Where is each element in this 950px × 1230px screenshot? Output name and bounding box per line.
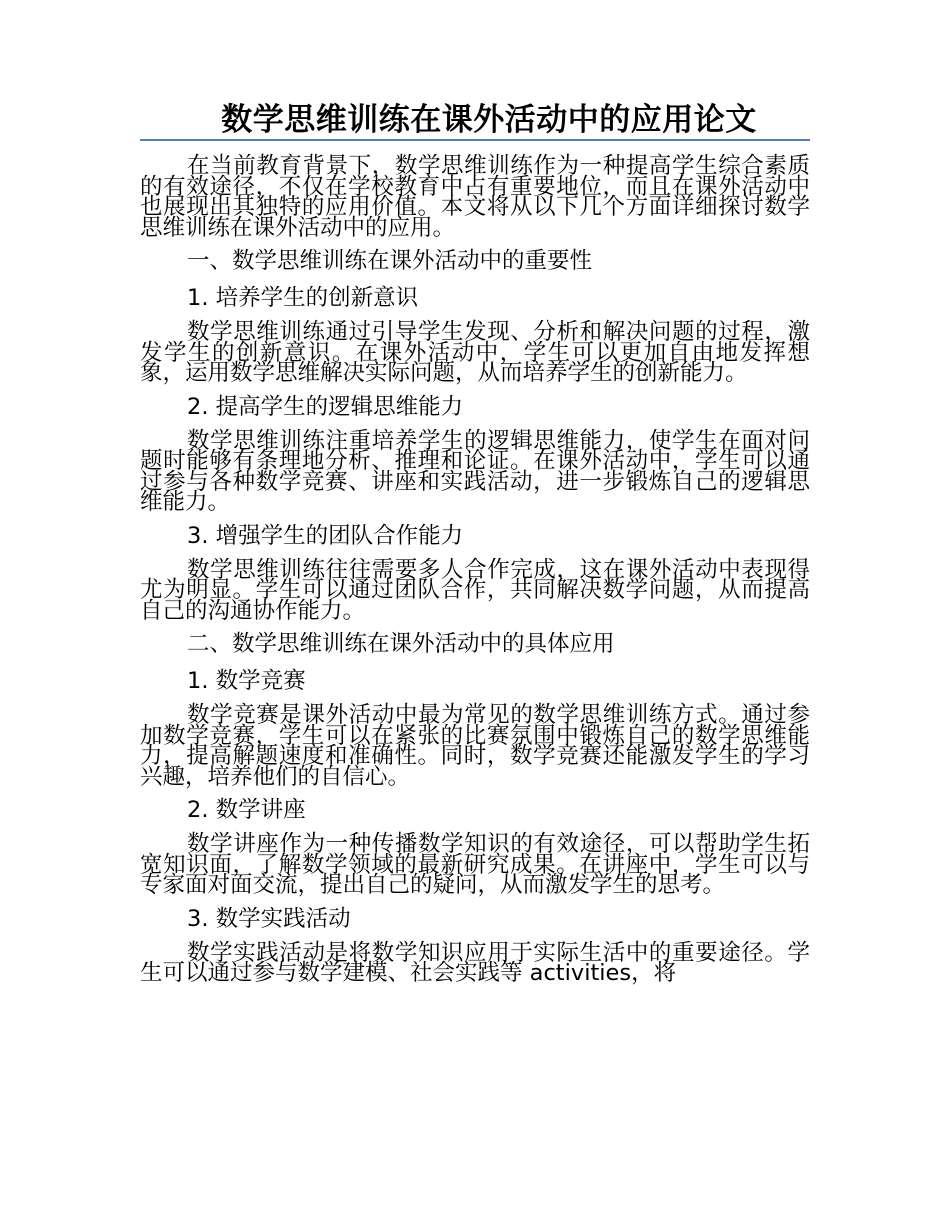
paragraph-practice: 数学实践活动是将数学知识应用于实际生活中的重要途径。学生可以通过参与数学建模、社会实践等 activities，将 [140,939,810,986]
paragraph-logic: 数学思维训练注重培养学生的逻辑思维能力，使学生在面对问题时能够有条理地分析、推理和论证。在课外活动中，学生可以通过参与各种数学竞赛、讲座和实践活动，进一步锻炼自己的逻辑思维能力。 [140,427,810,515]
document-title: 数学思维训练在课外活动中的应用论文 [221,102,757,138]
subheading-innovation: 1. 培养学生的创新意识 [187,285,419,311]
section-heading-application: 二、数学思维训练在课外活动中的具体应用 [187,631,615,657]
paragraph-teamwork: 数学思维训练往往需要多人合作完成，这在课外活动中表现得尤为明显。学生可以通过团队合作，共同解决数学问题，从而提高自己的沟通协作能力。 [140,556,810,624]
section-heading-importance: 一、数学思维训练在课外活动中的重要性 [187,248,593,274]
title-underline [140,139,810,141]
intro-paragraph: 在当前教育背景下，数学思维训练作为一种提高学生综合素质的有效途径，不仅在学校教育中占有重要地位，而且在课外活动中也展现出其独特的应用价值。本文将从以下几个方面详细探讨数学思维训练在课外活动中的应用。 [140,153,810,241]
subheading-teamwork: 3. 增强学生的团队合作能力 [187,522,464,549]
subheading-lecture: 2. 数学讲座 [187,797,306,823]
paragraph-lecture: 数学讲座作为一种传播数学知识的有效途径，可以帮助学生拓宽知识面，了解数学领域的最新研究成果。在讲座中，学生可以与专家面对面交流，提出自己的疑问，从而激发学生的思考。 [140,831,810,898]
subheading-competition: 1. 数学竞赛 [187,668,306,694]
subheading-practice: 3. 数学实践活动 [187,905,351,932]
paragraph-competition: 数学竞赛是课外活动中最为常见的数学思维训练方式。通过参加数学竞赛，学生可以在紧张的比赛氛围中锻炼自己的数学思维能力，提高解题速度和准确性。同时，数学竞赛还能激发学生的学习兴趣，培养他们的自信心。 [140,702,810,790]
document-body [140,153,810,994]
subheading-logic: 2. 提高学生的逻辑思维能力 [187,393,464,420]
paragraph-innovation: 数学思维训练通过引导学生发现、分析和解决问题的过程，激发学生的创新意识。在课外活动中，学生可以更加自由地发挥想象，运用数学思维解决实际问题，从而培养学生的创新能力。 [140,319,810,386]
